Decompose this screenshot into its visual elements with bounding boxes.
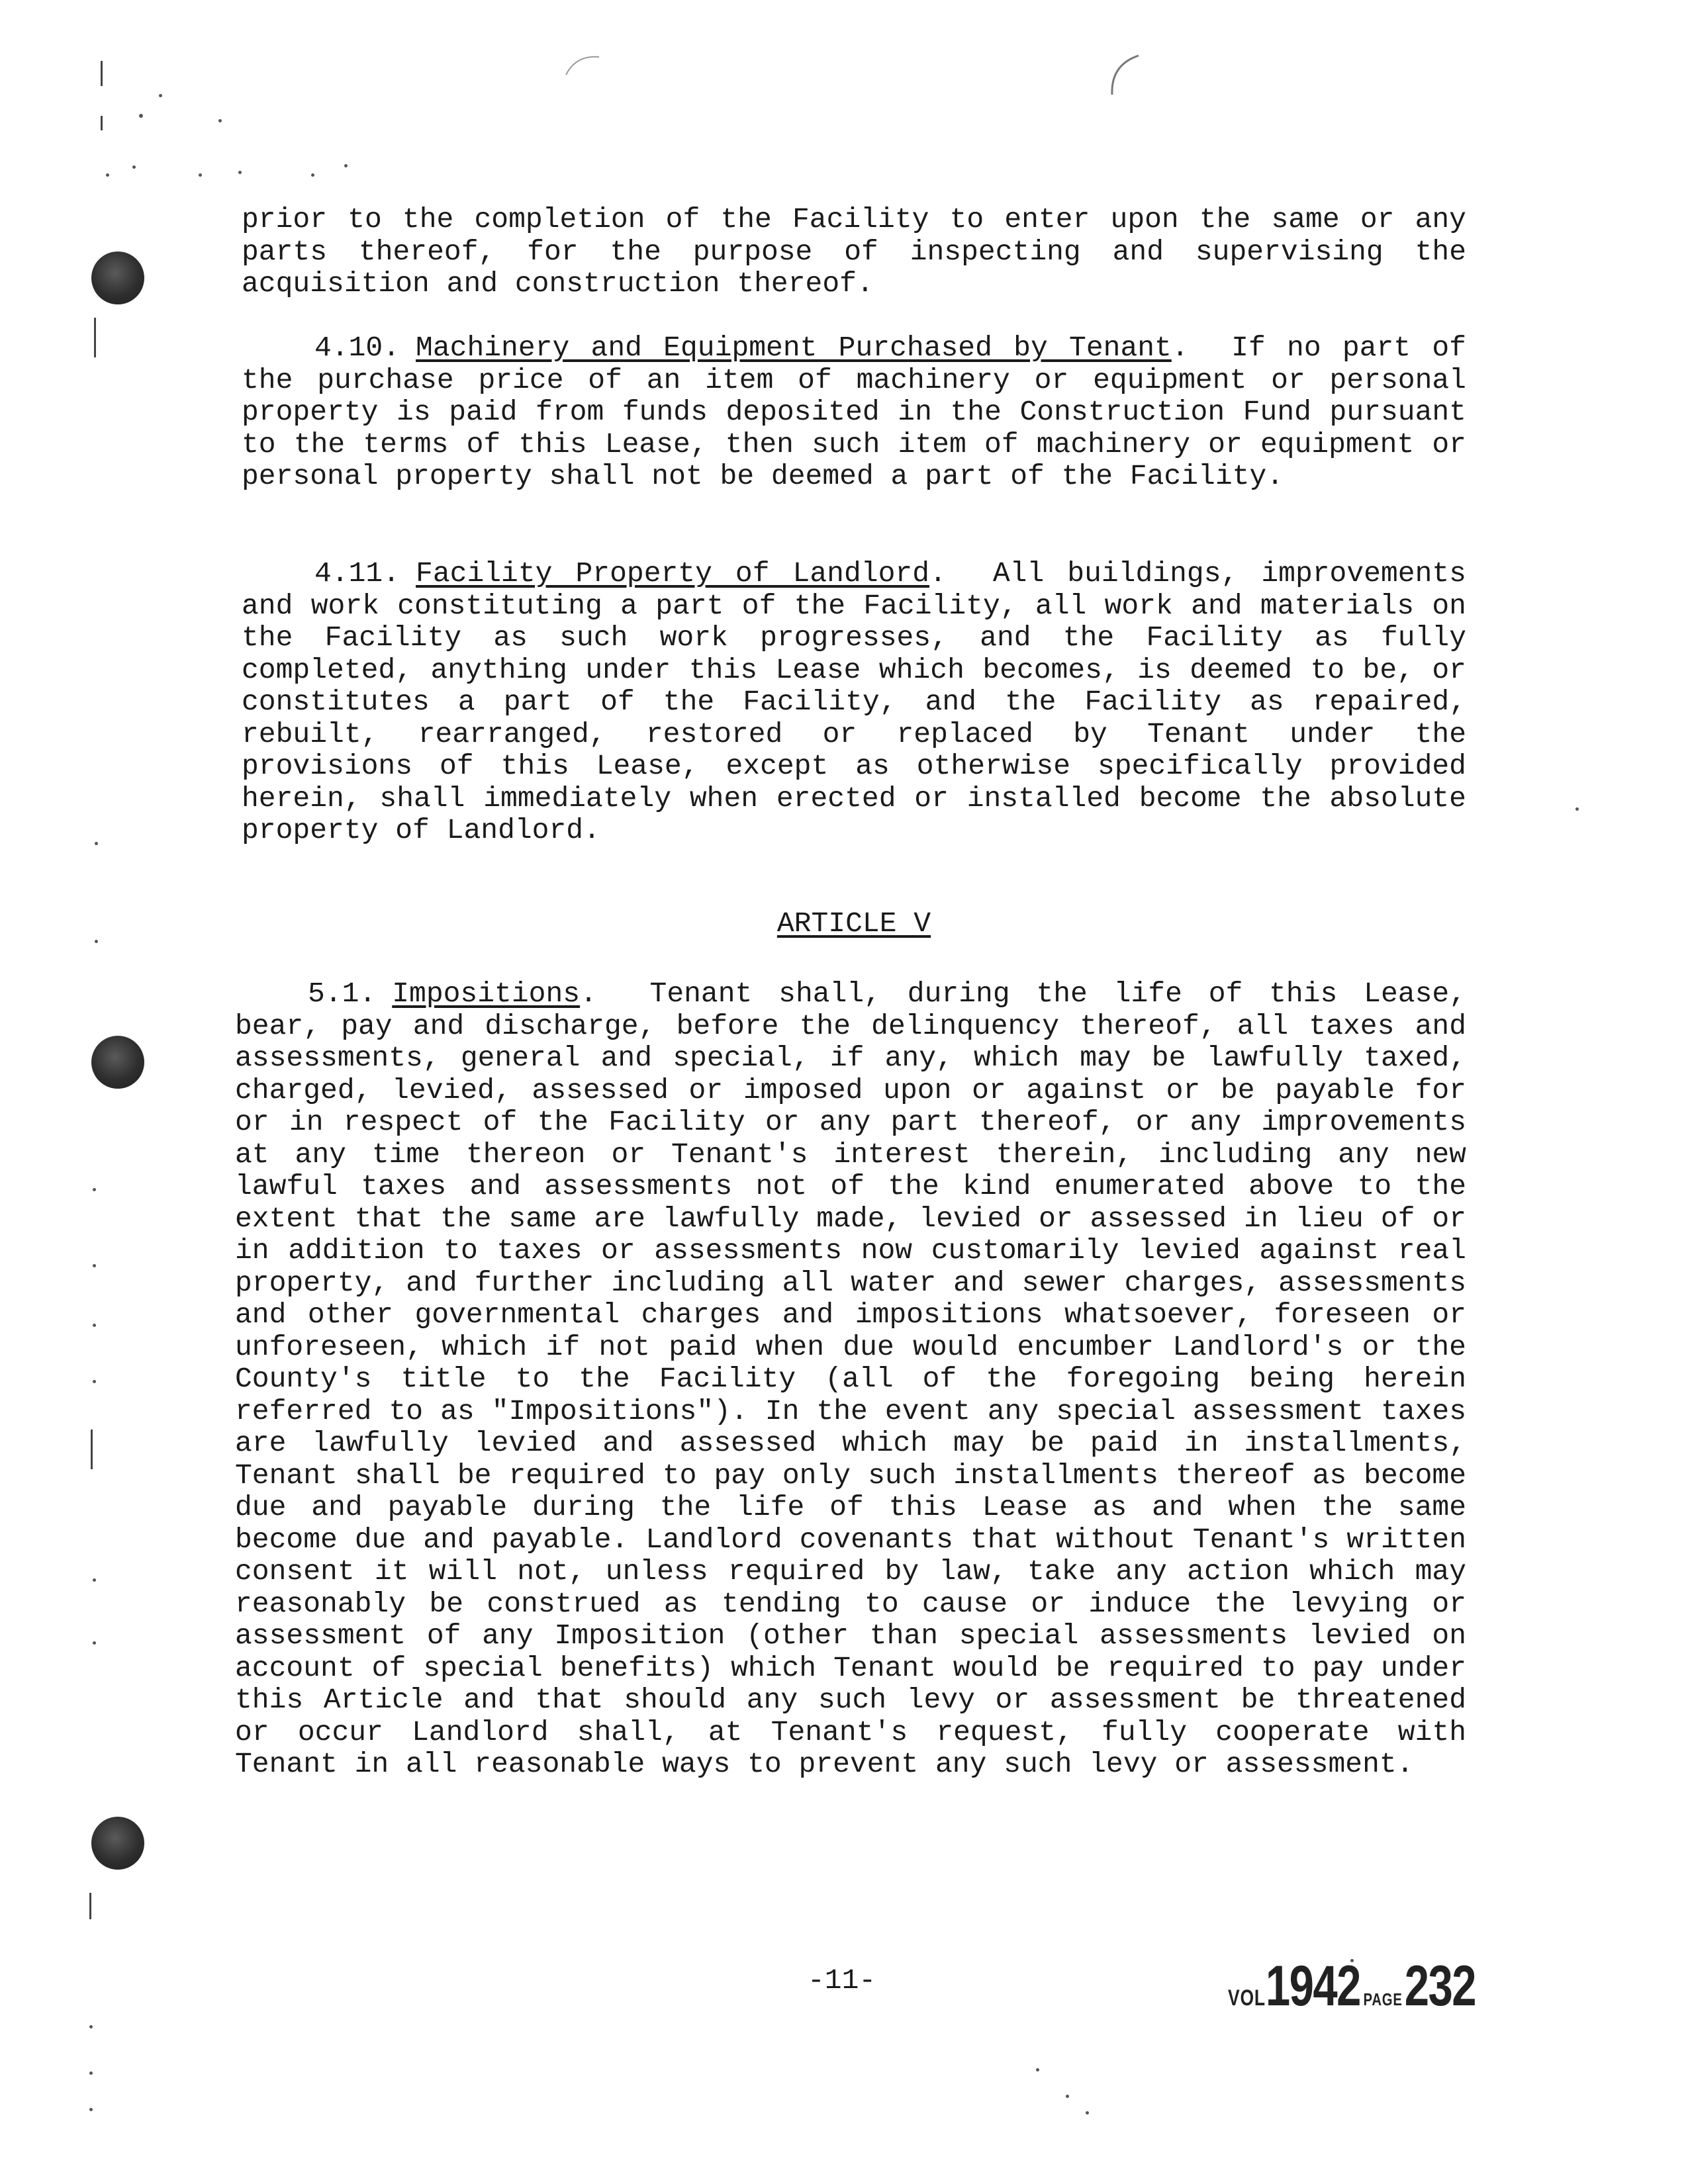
page-label: PAGE [1363, 1989, 1403, 2009]
binder-hole-top [91, 251, 144, 304]
section-body: All buildings, improvements and work constituting a part of the Facility, all work and materials on the Facility as such work progresses, and the Facility as fully completed, anything under this Lease which becomes, is deemed to be, or constitutes a part of the Facility, and the Facility as repaired, rebuilt, rearranged, restored or replaced by Tenant under the provisions of this Lease, except as otherwise specifically provided herein, shall immediately when erected or installed become the absolute property of Landlord. [242, 557, 1466, 846]
section-number: 4.10. [314, 332, 400, 364]
section-number: 5.1. [308, 978, 377, 1010]
scan-speck [1575, 807, 1579, 811]
scan-speck [344, 164, 348, 167]
article-heading: ARTICLE V [776, 907, 931, 940]
page-number: -11- [808, 1964, 876, 1997]
vol-label: VOL [1228, 1985, 1266, 2011]
recording-stamp [1228, 1954, 1476, 2019]
scan-speck [93, 1264, 96, 1267]
scan-speck [218, 119, 222, 122]
scan-speck [93, 1641, 96, 1645]
scan-streak [101, 116, 103, 130]
scan-arc-mark [563, 52, 602, 78]
scan-speck [95, 842, 98, 845]
stamp-page-number: 232 [1404, 1954, 1476, 2018]
intro-paragraph-block [242, 204, 1466, 300]
binder-hole-middle [91, 1036, 144, 1089]
scan-streak [101, 61, 103, 86]
scan-speck [106, 173, 109, 177]
scan-speck [1036, 2068, 1039, 2071]
scan-speck [1066, 2095, 1069, 2098]
scan-speck [139, 114, 143, 118]
scan-streak [94, 318, 96, 357]
section-4-11: 4.11. Facility Property of Landlord. All buildings, improvements and work constituting a part of the Facility, all work and materials on the Facility as such work progresses, and the Facility as fully completed, anything under this Lease which becomes, is deemed to be, or constitutes a part of the Facility, and the Facility as repaired, rebuilt, rearranged, restored or replaced by Tenant under the provisions of this Lease, except as otherwise specifically provided herein, shall immediately when erected or installed become the absolute property of Landlord. [242, 557, 1466, 846]
scan-speck [159, 94, 162, 97]
section-title: Facility Property of Landlord [416, 557, 929, 590]
section-title: Machinery and Equipment Purchased by Tenant [416, 332, 1172, 364]
vol-number: 1942 [1265, 1954, 1360, 2018]
scan-speck [1086, 2111, 1089, 2115]
section-body: Tenant shall, during the life of this Lease, bear, pay and discharge, before the delinquency thereof, all taxes and assessments, general and special, if any, which may be lawfully taxed, charged, levied, assessed or imposed upon or against or be payable for or in respect of the Facility or any part thereof, or any improvements at any time thereon or Tenant's interest therein, including any new lawful taxes and assessments not of the kind enumerated above to the extent that the same are lawfully made, levied or assessed in lieu of or in addition to taxes or assessments now customarily levied against real property, and further including all water and sewer charges, assessments and other governmental charges and impositions whatsoever, foreseen or unforeseen, which if not paid when due would encumber Landlord's or the County's title to the Facility (all of the foregoing being herein referred to as "Impositions"). In the event any special assessment taxes are lawfully levied and assessed which may be paid in installments, Tenant shall be required to pay only such installments thereof as become due and payable during the life of this Lease as and when the same become due and payable. Landlord covenants that without Tenant's written consent it will not, unless required by law, take any action which may reasonably be construed as tending to cause or induce the levying or assessment of any Imposition (other than special assessments levied on account of special benefits) which Tenant would be required to pay under this Article and that should any such levy or assessment be threatened or occur Landlord shall, at Tenant's request, fully cooperate with Tenant in all reasonable ways to prevent any such levy or assessment. [235, 978, 1466, 1780]
section-body: If no part of the purchase price of an item of machinery or equipment or personal property is paid from funds deposited in the Construction Fund pursuant to the terms of this Lease, then such item of machinery or equipment or personal property shall not be deemed a part of the Facility. [242, 332, 1466, 492]
section-number: 4.11. [314, 557, 400, 590]
scan-speck [89, 2071, 93, 2075]
scan-speck [95, 940, 98, 943]
scan-speck [89, 2025, 93, 2028]
intro-paragraph: prior to the completion of the Facility to enter upon the same or any parts thereof, for the purpose of inspecting and supervising the acquisition and construction thereof. [242, 203, 1466, 300]
scan-speck [132, 165, 136, 169]
scan-arc-mark [1105, 52, 1145, 98]
scan-speck [199, 173, 202, 177]
scan-speck [311, 173, 314, 177]
scan-speck [238, 171, 242, 174]
scan-speck [93, 1188, 96, 1191]
scan-speck [93, 1324, 96, 1327]
section-title: Impositions [392, 978, 581, 1010]
scan-streak [91, 1430, 93, 1469]
scan-speck [89, 2108, 93, 2111]
scan-streak [89, 1893, 91, 1919]
scan-speck [93, 1380, 96, 1383]
scan-speck [93, 1578, 96, 1582]
section-5-1: 5.1. Impositions. Tenant shall, during the life of this Lease, bear, pay and discharge, before the delinquency thereof, all taxes and assessments, general and special, if any, which may be lawfully taxed, charged, levied, assessed or imposed upon or against or be payable for or in respect of the Facility or any part thereof, or any improvements at any time thereon or Tenant's interest therein, including any new lawful taxes and assessments not of the kind enumerated above to the extent that the same are lawfully made, levied or assessed in lieu of or in addition to taxes or assessments now customarily levied against real property, and further including all water and sewer charges, assessments and other governmental charges and impositions whatsoever, foreseen or unforeseen, which if not paid when due would encumber Landlord's or the County's title to the Facility (all of the foregoing being herein referred to as "Impositions"). In the event any special assessment taxes are lawfully levied and assessed which may be paid in installments, Tenant shall be required to pay only such installments thereof as become due and payable during the life of this Lease as and when the same become due and payable. Landlord covenants that without Tenant's written consent it will not, unless required by law, take any action which may reasonably be construed as tending to cause or induce the levying or assessment of any Imposition (other than special assessments levied on account of special benefits) which Tenant would be required to pay under this Article and that should any such levy or assessment be threatened or occur Landlord shall, at Tenant's request, fully cooperate with Tenant in all reasonable ways to prevent any such levy or assessment. [235, 978, 1466, 1780]
binder-hole-bottom [91, 1817, 144, 1870]
section-4-10: 4.10. Machinery and Equipment Purchased by Tenant. If no part of the purchase price of an item of machinery or equipment or personal property is paid from funds deposited in the Construction Fund pursuant to the terms of this Lease, then such item of machinery or equipment or personal property shall not be deemed a part of the Facility. [242, 332, 1466, 492]
